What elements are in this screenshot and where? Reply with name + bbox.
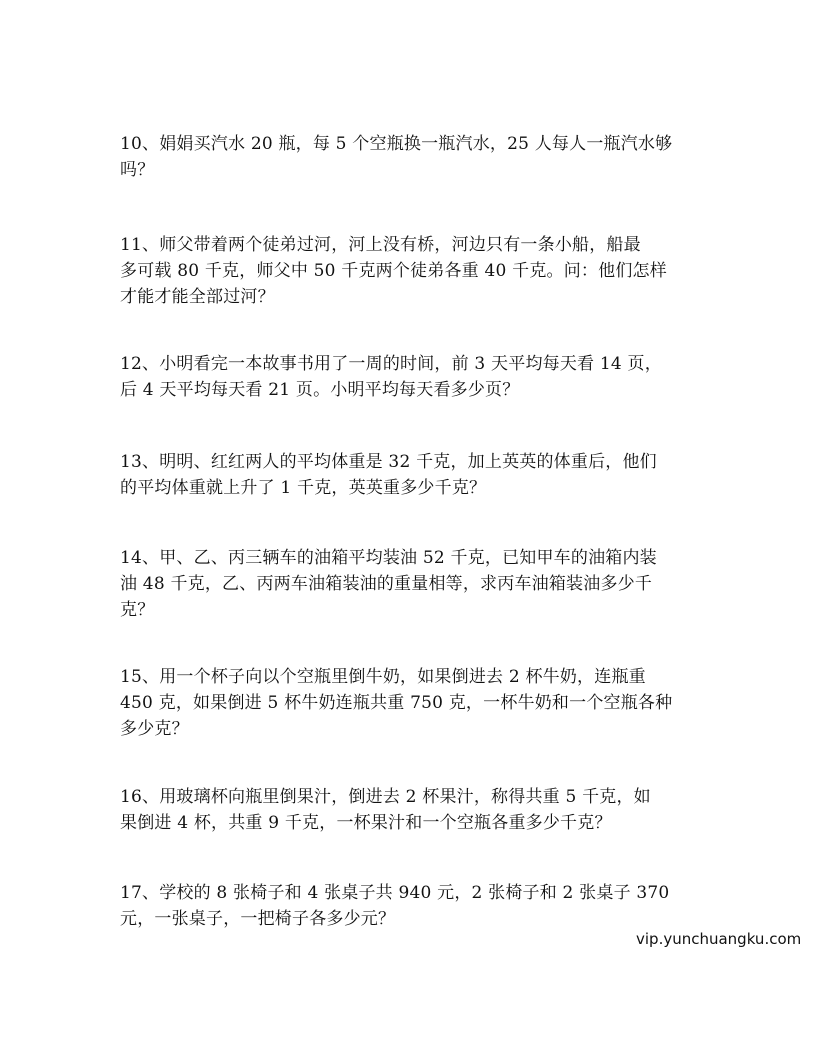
problem-13 xyxy=(120,449,700,501)
problem-line: 的平均体重就上升了 1 千克，英英重多少千克？ xyxy=(120,478,487,498)
problem-line: 15、用一个杯子向以个空瓶里倒牛奶，如果倒进去 2 杯牛奶，连瓶重 xyxy=(120,667,646,687)
problem-12 xyxy=(120,351,700,403)
problem-line: 吗？ xyxy=(120,160,155,180)
problem-line: 450 克，如果倒进 5 杯牛奶连瓶共重 750 克，一杯牛奶和一个空瓶各种 xyxy=(120,693,673,713)
problem-11 xyxy=(120,232,700,310)
problem-line: 果倒进 4 杯，共重 9 千克，一杯果汁和一个空瓶各重多少千克？ xyxy=(120,813,612,833)
problem-15 xyxy=(120,664,700,742)
problem-line: 油 48 千克，乙、丙两车油箱装油的重量相等，求丙车油箱装油多少千 xyxy=(120,574,653,594)
problem-line: 才能才能全部过河？ xyxy=(120,287,275,307)
problem-line: 后 4 天平均每天看 21 页。小明平均每天看多少页？ xyxy=(120,380,520,400)
problem-17 xyxy=(120,880,700,932)
problem-line: 12、小明看完一本故事书用了一周的时间，前 3 天平均每天看 14 页， xyxy=(120,354,662,374)
problem-14 xyxy=(120,545,700,623)
problem-line: 14、甲、乙、丙三辆车的油箱平均装油 52 千克，已知甲车的油箱内装 xyxy=(120,548,657,568)
problem-line: 多可载 80 千克，师父中 50 千克两个徒弟各重 40 千克。问：他们怎样 xyxy=(120,261,667,281)
problem-line: 克？ xyxy=(120,600,155,620)
problem-line: 10、娟娟买汽水 20 瓶，每 5 个空瓶换一瓶汽水，25 人每人一瓶汽水够 xyxy=(120,134,673,154)
problem-line: 元，一张桌子，一把椅子各多少元？ xyxy=(120,909,396,929)
problem-line: 16、用玻璃杯向瓶里倒果汁，倒进去 2 杯果汁，称得共重 5 千克，如 xyxy=(120,787,651,807)
problem-line: 17、学校的 8 张椅子和 4 张桌子共 940 元，2 张椅子和 2 张桌子 370 xyxy=(120,883,670,903)
problem-16 xyxy=(120,784,700,836)
watermark-text: vip.yunchuangku.com xyxy=(636,930,802,948)
problem-line: 11、师父带着两个徒弟过河，河上没有桥，河边只有一条小船，船最 xyxy=(120,235,641,255)
problem-line: 多少克？ xyxy=(120,719,189,739)
problem-10 xyxy=(120,131,700,183)
problem-line: 13、明明、红红两人的平均体重是 32 千克，加上英英的体重后，他们 xyxy=(120,452,657,472)
